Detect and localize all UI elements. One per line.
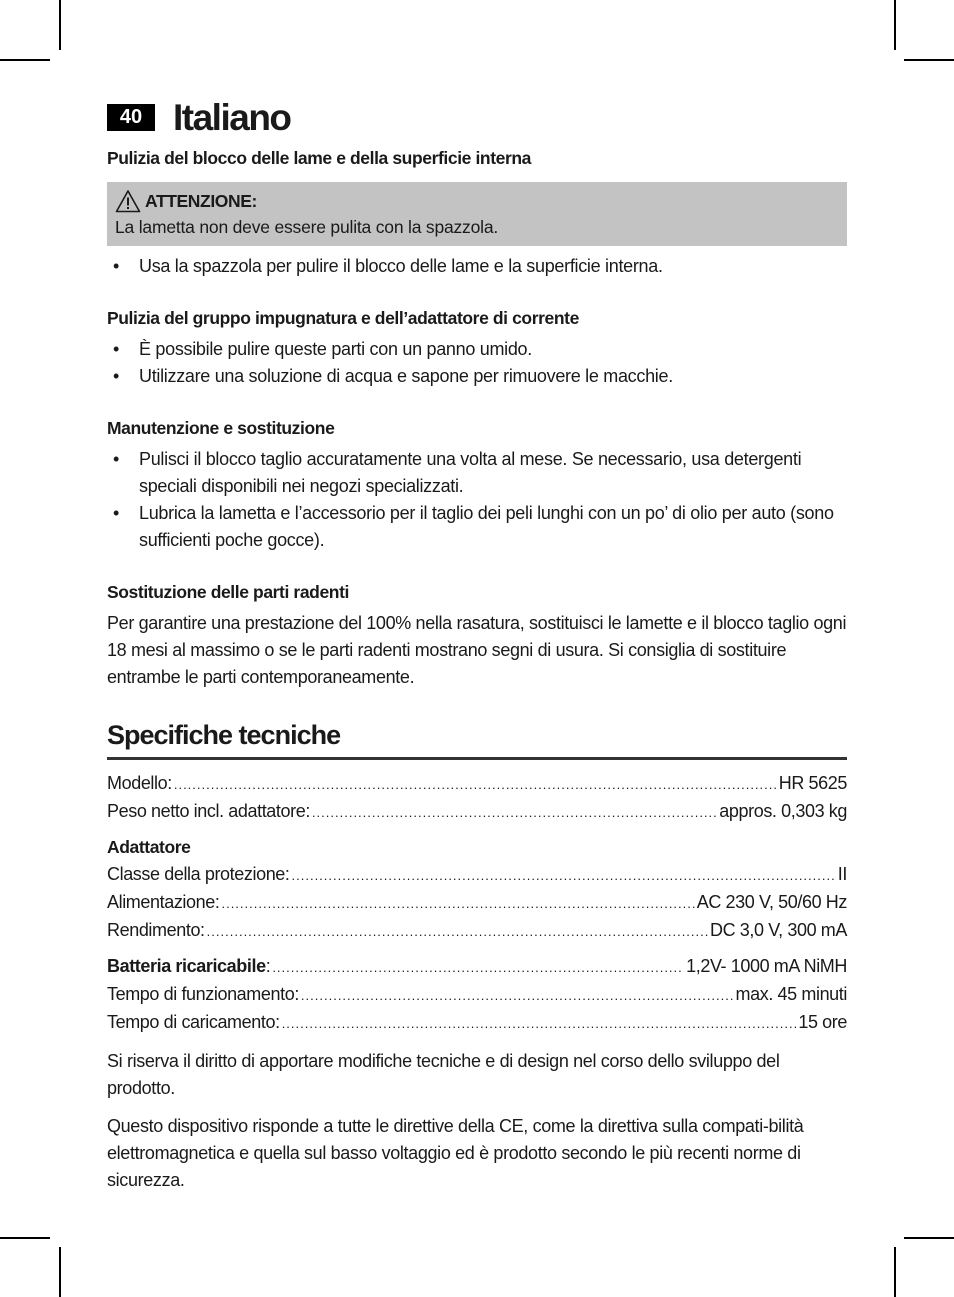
spec-row-power bbox=[107, 889, 847, 917]
spec-row-charge bbox=[107, 1009, 847, 1037]
dot-leader bbox=[207, 917, 708, 945]
spacer bbox=[107, 390, 847, 415]
spec-label: Tempo di funzionamento: bbox=[107, 984, 299, 1004]
battery-label: Batteria ricaricabile bbox=[107, 956, 266, 976]
list-item: • Usa la spazzola per pulire il blocco delle lame e la superficie interna. bbox=[107, 253, 847, 280]
dot-leader bbox=[292, 861, 836, 889]
list-item: • Utilizzare una soluzione di acqua e sapone per rimuovere le macchie. bbox=[107, 363, 847, 390]
crop-mark bbox=[894, 0, 896, 50]
specs-battery bbox=[107, 953, 847, 1037]
spec-label: Classe della protezione: bbox=[107, 864, 290, 884]
list-item: • È possibile pulire queste parti con un panno umido. bbox=[107, 336, 847, 363]
dot-leader bbox=[282, 1009, 797, 1037]
disclaimer-paragraph: Si riserva il diritto di apportare modifiche tecniche e di design nel corso dello sviluppo del prodotto. bbox=[107, 1051, 780, 1098]
spec-row-protection bbox=[107, 861, 847, 889]
page-number: 40 bbox=[107, 104, 155, 131]
crop-mark bbox=[904, 59, 954, 61]
spec-row-output bbox=[107, 917, 847, 945]
spec-row-weight bbox=[107, 798, 847, 826]
crop-mark bbox=[0, 1237, 50, 1239]
section-title-blade-cleaning: Pulizia del blocco delle lame e della superficie interna bbox=[107, 148, 532, 168]
crop-mark bbox=[0, 59, 50, 61]
crop-mark bbox=[59, 1247, 61, 1297]
spacer bbox=[107, 554, 847, 579]
crop-mark bbox=[904, 1237, 954, 1239]
spec-row-battery bbox=[107, 953, 847, 981]
battery-colon: : bbox=[265, 956, 271, 976]
dot-leader bbox=[272, 953, 684, 981]
page-content bbox=[107, 145, 847, 1194]
spec-row-runtime bbox=[107, 981, 847, 1009]
warning-box bbox=[107, 182, 847, 246]
dot-leader bbox=[312, 798, 717, 826]
spec-value: max. 45 minuti bbox=[735, 984, 847, 1004]
warning-header bbox=[115, 188, 839, 214]
bullet-list bbox=[107, 446, 847, 554]
ce-compliance-paragraph: Questo dispositivo risponde a tutte le direttive della CE, come la direttiva sulla compati-bilità elettromagnetica e quella sul basso voltaggio ed è prodotto secondo le più recenti norme di sicurezza. bbox=[107, 1116, 804, 1190]
list-item: • Pulisci il blocco taglio accuratamente una volta al mese. Se necessario, usa detergenti speciali disponibili nei negozi specializzati. bbox=[107, 446, 847, 500]
adapter-title: Adattatore bbox=[107, 837, 191, 857]
spec-value: HR 5625 bbox=[778, 773, 847, 793]
spec-label: Tempo di caricamento: bbox=[107, 1012, 280, 1032]
spec-value: 1,2V- 1000 mA NiMH bbox=[686, 956, 847, 976]
warning-title: ATTENZIONE: bbox=[145, 191, 257, 211]
crop-mark bbox=[894, 1247, 896, 1297]
specs-adapter bbox=[107, 834, 847, 945]
spacer bbox=[107, 280, 847, 305]
dot-leader bbox=[174, 770, 777, 798]
specs-general bbox=[107, 770, 847, 826]
spec-value: appros. 0,303 kg bbox=[719, 801, 847, 821]
language-title: Italiano bbox=[173, 97, 291, 138]
spec-value: AC 230 V, 50/60 Hz bbox=[696, 892, 847, 912]
section-title-replacement: Sostituzione delle parti radenti bbox=[107, 582, 349, 602]
dot-leader bbox=[301, 981, 734, 1009]
bullet-list bbox=[107, 253, 847, 280]
spec-label: Rendimento: bbox=[107, 920, 205, 940]
spec-label bbox=[107, 953, 270, 980]
warning-triangle-icon bbox=[115, 189, 141, 213]
spec-value: 15 ore bbox=[798, 1012, 847, 1032]
section-title-maintenance: Manutenzione e sostituzione bbox=[107, 418, 335, 438]
spec-value: II bbox=[837, 864, 847, 884]
specs-title: Specifiche tecniche bbox=[107, 717, 847, 760]
spec-value: DC 3,0 V, 300 mA bbox=[709, 920, 847, 940]
list-item: • Lubrica la lametta e l’accessorio per il taglio dei peli lunghi con un po’ di olio per auto (sono sufficienti poche gocce). bbox=[107, 500, 847, 554]
spec-label: Modello: bbox=[107, 773, 172, 793]
section-title-handle-cleaning: Pulizia del gruppo impugnatura e dell’adattatore di corrente bbox=[107, 308, 579, 328]
dot-leader bbox=[221, 889, 694, 917]
spec-row-model bbox=[107, 770, 847, 798]
crop-mark bbox=[59, 0, 61, 50]
replacement-text: Per garantire una prestazione del 100% nella rasatura, sostituisci le lamette e il blocco taglio ogni 18 mesi al massimo o se le parti radenti mostrano segni di usura. Si consiglia di sostituire entrambe le parti contemporaneamente. bbox=[107, 613, 847, 687]
warning-text: La lametta non deve essere pulita con la spazzola. bbox=[115, 217, 499, 237]
spec-label: Alimentazione: bbox=[107, 892, 220, 912]
spec-label: Peso netto incl. adattatore: bbox=[107, 801, 310, 821]
bullet-list bbox=[107, 336, 847, 390]
